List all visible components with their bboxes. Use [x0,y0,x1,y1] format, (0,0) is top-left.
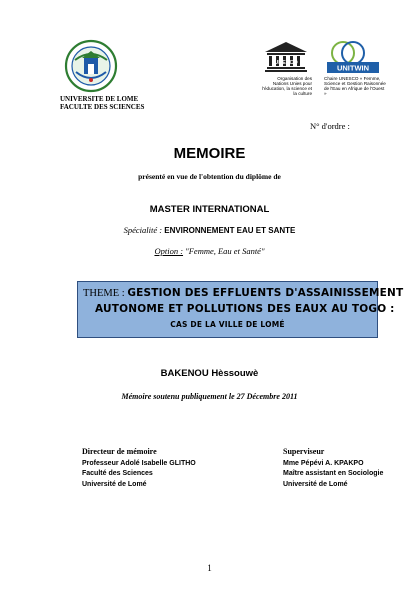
university-name: UNIVERSITE DE LOME [60,95,139,103]
presented-for-text: présenté en vue de l'obtention du diplôme de [138,172,281,181]
theme-line-1 [83,287,403,299]
option-value: "Femme, Eau et Santé" [185,246,265,256]
unesco-caption: Organisation des Nations Unies pour l'éducation, la science et la culture [262,76,312,96]
director-faculty: Faculté des Sciences [82,470,153,477]
order-number-label: N° d'ordre : [310,121,350,131]
supervisor-heading: Superviseur [283,447,325,456]
document-type: MEMOIRE [173,145,246,162]
option-line [0,246,419,256]
director-block [82,447,196,490]
director-university: Université de Lomé [82,480,147,488]
unitwin-caption: Chaire UNESCO « Femme, Science et Gestion Raisonnée de l'Eau en Afrique de l'Ouest » [324,76,386,96]
defense-date: Mémoire soutenu publiquement le 27 Décembre 2011 [121,392,298,401]
director-heading: Directeur de mémoire [82,447,157,456]
supervisor-university: Université de Lomé [283,480,348,488]
page-number: 1 [207,563,212,573]
specialty-line [0,225,419,235]
director-name: Professeur Adolé Isabelle GLITHO [82,459,196,467]
theme-title-1: GESTION DES EFFLUENTS D'ASSAINISSEMENT [127,287,404,299]
supervisor-title: Maître assistant en Sociologie [283,470,384,477]
theme-label: THEME : [83,288,125,299]
faculty-name: FACULTE DES SCIENCES [60,103,145,111]
supervisor-block [283,447,383,490]
unitwin-logo [323,40,383,75]
option-label: Option : [154,246,184,256]
unesco-wordmark: UNESCO [274,60,298,66]
author-name: BAKENOU Hèssouwè [160,368,259,379]
theme-title-2: AUTONOME ET POLLUTIONS DES EAUX AU TOGO : [95,303,395,315]
specialty-label: Spécialité : [123,225,163,235]
theme-subtitle: CAS DE LA VILLE DE LOMÉ [170,320,285,329]
degree-title: MASTER INTERNATIONAL [149,204,270,215]
supervisor-name: Mme Pépévi A. KPAKPO [283,459,364,467]
specialty-value: ENVIRONNEMENT EAU ET SANTE [164,226,296,235]
university-logo [62,38,120,94]
unitwin-wordmark: UNITWIN [336,63,370,73]
